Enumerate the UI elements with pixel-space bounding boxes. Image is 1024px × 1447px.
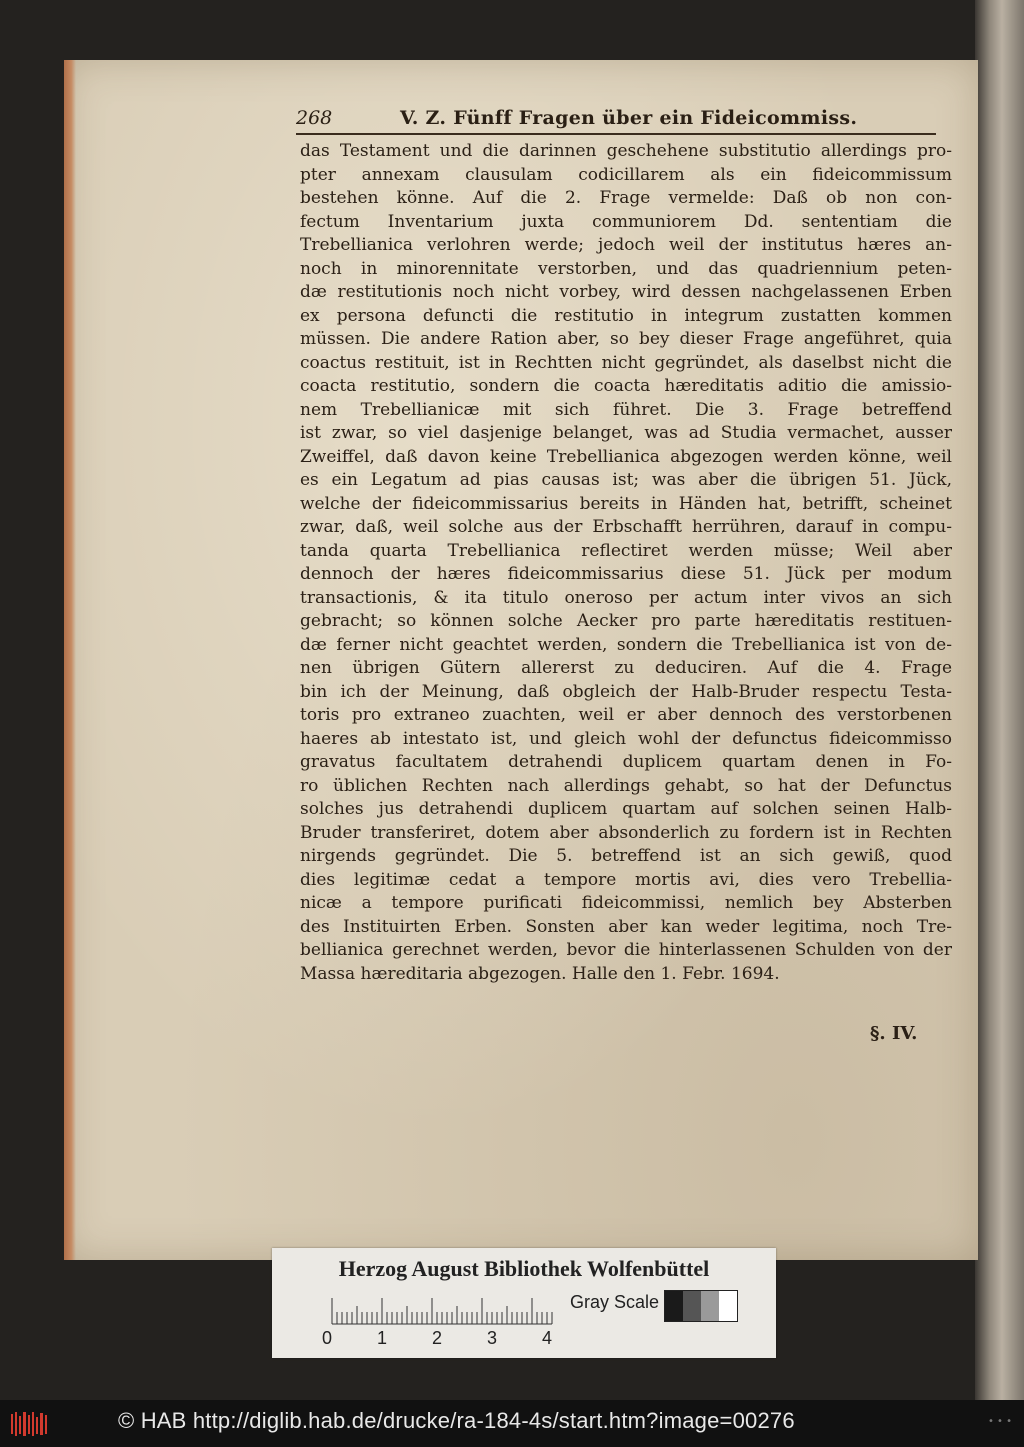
- running-head: V. Z. Fünff Fragen über ein Fideicommiss.: [400, 107, 858, 129]
- text-line: bin ich der Meinung, daß obgleich der Halb-Bruder respectu Testa-: [300, 681, 952, 702]
- gray-swatch: [719, 1291, 737, 1321]
- text-line: bestehen könne. Auf die 2. Frage vermelde: Daß ob non con-: [300, 188, 952, 208]
- catchword: §. IV.: [870, 1023, 918, 1044]
- text-line: dæ ferner nicht geachtet werden, sondern die Trebellianica ist von de-: [300, 634, 952, 655]
- gray-scale-swatches: [664, 1290, 738, 1322]
- gray-swatch: [665, 1291, 683, 1321]
- text-line: das Testament und die darinnen geschehene substitutio allerdings pro-: [300, 141, 952, 161]
- text-line: ist zwar, so viel dasjenige belanget, was ad Studia vermachet, ausser: [300, 423, 952, 443]
- ruler-number: 0: [322, 1328, 333, 1348]
- text-line: dies legitimæ cedat a tempore mortis avi, dies vero Trebellia-: [300, 869, 952, 890]
- ruler-numbers: [322, 1328, 582, 1350]
- library-color-scale-label: [272, 1248, 776, 1358]
- page-header: [296, 103, 936, 133]
- text-line: haeres ab intestato ist, und gleich wohl der defunctus fideicommisso: [300, 728, 952, 749]
- text-line: dæ restitutionis noch nicht vorbey, wird dessen nachgelassenen Erben: [300, 282, 952, 302]
- page-number: 268: [296, 107, 333, 129]
- footer-bar: [0, 1400, 1024, 1447]
- text-line: Bruder transferiret, dotem aber absonderlich zu fordern ist in Rechten: [300, 822, 952, 843]
- ruler-number: 2: [432, 1328, 443, 1348]
- ruler-scale: [328, 1296, 558, 1326]
- body-text: [300, 140, 952, 984]
- ruler-number: 1: [377, 1328, 388, 1348]
- gray-swatch: [683, 1291, 701, 1321]
- facing-page-edge: [975, 0, 1024, 1400]
- text-line: ex persona defuncti die restitutio in integrum zustatten kommen: [300, 305, 952, 326]
- text-line: nirgends gegründet. Die 5. betreffend ist an sich gewiß, quod: [300, 846, 952, 866]
- text-line: müssen. Die andere Ration aber, so bey dieser Frage angeführet, quia: [300, 329, 952, 349]
- text-line: nicæ a tempore purificati fideicommissi, nemlich bey Absterben: [300, 893, 952, 913]
- text-line: tanda quarta Trebellianica reflectiret werden müsse; Weil aber: [300, 540, 952, 561]
- gray-scale-label: Gray Scale: [570, 1292, 660, 1312]
- library-name: Herzog August Bibliothek Wolfenbüttel: [338, 1256, 710, 1281]
- text-line: gravatus facultatem detrahendi duplicem quartam denen in Fo-: [300, 752, 952, 772]
- text-line: dennoch der hæres fideicommissarius diese 51. Jück per modum: [300, 564, 952, 584]
- text-line: gebracht; so können solche Aecker pro parte hæreditatis restituen-: [300, 611, 952, 631]
- text-line: nen übrigen Gütern allererst zu deduciren. Auf die 4. Frage: [300, 658, 952, 678]
- text-line: solches jus detrahendi duplicem quartam auf solchen seinen Halb-: [300, 799, 952, 819]
- text-line: coacta restitutio, sondern die coacta hæreditatis aditio die amissio-: [300, 376, 952, 396]
- gray-swatch: [701, 1291, 719, 1321]
- text-line: Zweiffel, daß davon keine Trebellianica abgezogen werden könne, weil: [300, 446, 952, 467]
- text-line: toris pro extraneo zuachten, weil er aber dennoch des verstorbenen: [300, 705, 952, 725]
- text-line: es ein Legatum ad pias causas ist; was aber die übrigen 51. Jück,: [300, 470, 952, 490]
- text-line: ro üblichen Rechten nach allerdings gehabt, so hat der Defunctus: [300, 775, 952, 796]
- text-line: pter annexam clausulam codicillarem als ein fideicommissum: [300, 164, 952, 185]
- text-line: transactionis, & ita titulo oneroso per actum inter vivos an sich: [300, 587, 952, 608]
- text-line: bellianica gerechnet werden, bevor die hinterlassenen Schulden von der: [300, 940, 952, 960]
- text-line: Massa hæreditaria abgezogen. Halle den 1. Febr. 1694.: [300, 963, 780, 984]
- text-line: welche der fideicommissarius bereits in Händen hat, betrifft, scheinet: [300, 493, 952, 514]
- ruler-ticks-icon: [328, 1296, 558, 1326]
- text-line: Trebellianica verlohren werde; jedoch weil der institutus hæres an-: [300, 235, 952, 255]
- header-rule: [296, 133, 936, 135]
- footer-dots: • • •: [987, 1416, 1012, 1427]
- text-line: noch in minorennitate verstorben, und das quadriennium peten-: [300, 258, 952, 279]
- page-edge-shadow: [64, 60, 76, 1260]
- footer-copyright-url[interactable]: © HAB http://diglib.hab.de/drucke/ra-184-4s/start.htm?image=00276: [118, 1408, 795, 1433]
- text-line: coactus restituit, ist in Rechtten nicht gegründet, als daselbst nicht die: [300, 352, 952, 373]
- text-line: zwar, daß, weil solche aus der Erbschafft herrühren, darauf in compu-: [300, 517, 952, 537]
- text-line: nem Trebellianicæ mit sich führet. Die 3. Frage betreffend: [300, 399, 952, 420]
- hab-barcode-logo-icon: [10, 1410, 50, 1438]
- ruler-number: 3: [487, 1328, 498, 1348]
- text-line: des Instituirten Erben. Sonsten aber kan weder legitima, noch Tre-: [300, 916, 952, 937]
- text-line: fectum Inventarium juxta communiorem Dd. sententiam die: [300, 211, 952, 232]
- ruler-number: 4: [542, 1328, 553, 1348]
